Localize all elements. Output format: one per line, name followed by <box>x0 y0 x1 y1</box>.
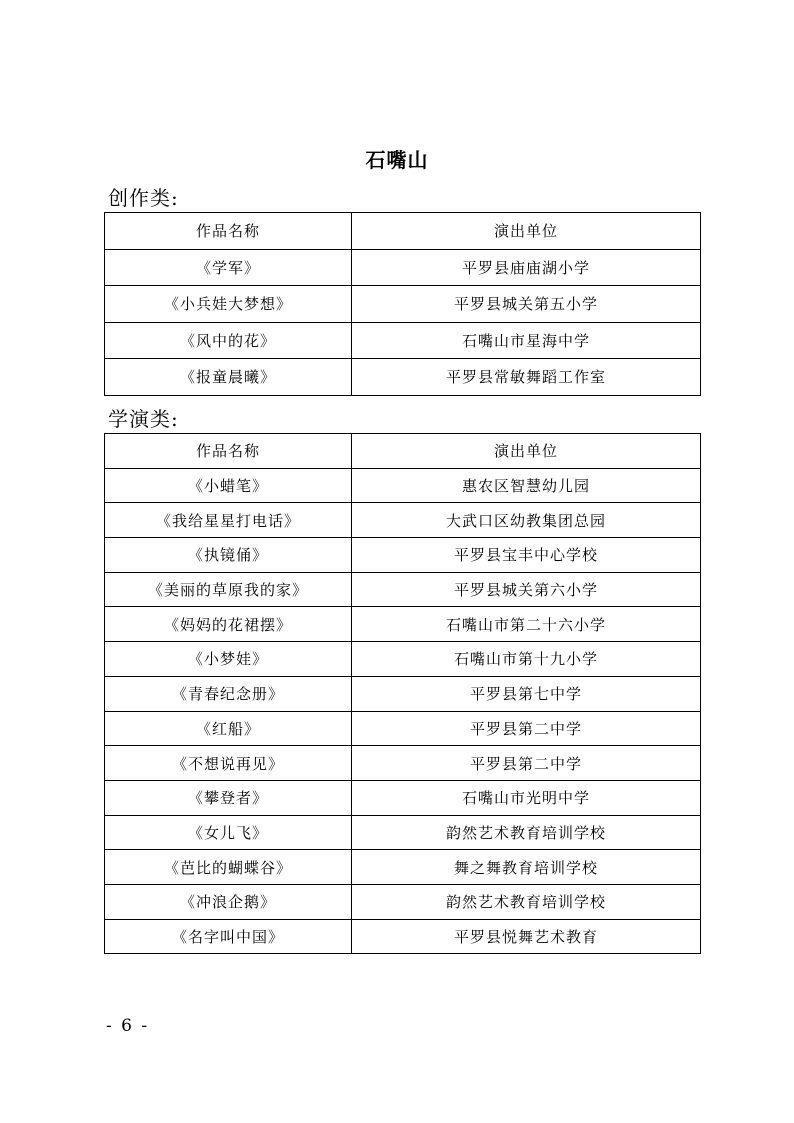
work-name-cell: 《美丽的草原我的家》 <box>105 572 352 607</box>
column-header-performer: 演出单位 <box>352 434 701 469</box>
work-name-cell: 《报童晨曦》 <box>105 359 352 396</box>
work-name-cell: 《小蜡笔》 <box>105 468 352 503</box>
column-header-work-name: 作品名称 <box>105 213 352 250</box>
performer-cell: 惠农区智慧幼儿园 <box>352 468 701 503</box>
performer-cell: 韵然艺术教育培训学校 <box>352 884 701 919</box>
performer-cell: 大武口区幼教集团总园 <box>352 503 701 538</box>
work-name-cell: 《红船》 <box>105 711 352 746</box>
performer-cell: 舞之舞教育培训学校 <box>352 850 701 885</box>
work-name-cell: 《不想说再见》 <box>105 746 352 781</box>
performer-cell: 平罗县第七中学 <box>352 676 701 711</box>
performer-cell: 石嘴山市光明中学 <box>352 780 701 815</box>
work-name-cell: 《学军》 <box>105 249 352 286</box>
table-row <box>105 746 701 781</box>
work-name-cell: 《执镜俑》 <box>105 538 352 573</box>
table-row <box>105 815 701 850</box>
performer-cell: 石嘴山市第十九小学 <box>352 642 701 677</box>
table-row <box>105 676 701 711</box>
performer-cell: 平罗县悦舞艺术教育 <box>352 919 701 954</box>
table-row <box>105 711 701 746</box>
column-header-work-name: 作品名称 <box>105 434 352 469</box>
performer-cell: 韵然艺术教育培训学校 <box>352 815 701 850</box>
table-header-row <box>105 213 701 250</box>
table-row <box>105 468 701 503</box>
performer-cell: 平罗县常敏舞蹈工作室 <box>352 359 701 396</box>
section-label-performance: 学演类: <box>108 407 179 431</box>
performance-works-table <box>104 433 701 954</box>
table-row <box>105 642 701 677</box>
column-header-performer: 演出单位 <box>352 213 701 250</box>
work-name-cell: 《青春纪念册》 <box>105 676 352 711</box>
work-name-cell: 《芭比的蝴蝶谷》 <box>105 850 352 885</box>
creation-works-table <box>104 212 701 396</box>
work-name-cell: 《攀登者》 <box>105 780 352 815</box>
performer-cell: 平罗县第二中学 <box>352 746 701 781</box>
performer-cell: 平罗县庙庙湖小学 <box>352 249 701 286</box>
table-row <box>105 359 701 396</box>
work-name-cell: 《我给星星打电话》 <box>105 503 352 538</box>
work-name-cell: 《女儿飞》 <box>105 815 352 850</box>
work-name-cell: 《名字叫中国》 <box>105 919 352 954</box>
table-row <box>105 919 701 954</box>
work-name-cell: 《小兵娃大梦想》 <box>105 286 352 323</box>
work-name-cell: 《妈妈的花裙摆》 <box>105 607 352 642</box>
table-row <box>105 572 701 607</box>
table-row <box>105 850 701 885</box>
page-number: - 6 - <box>106 1016 150 1036</box>
section-label-creation: 创作类: <box>108 186 179 210</box>
table-row <box>105 322 701 359</box>
table-row <box>105 286 701 323</box>
table-row <box>105 780 701 815</box>
performer-cell: 平罗县城关第六小学 <box>352 572 701 607</box>
table-row <box>105 884 701 919</box>
page-title: 石嘴山 <box>365 148 429 172</box>
performer-cell: 石嘴山市第二十六小学 <box>352 607 701 642</box>
performer-cell: 平罗县第二中学 <box>352 711 701 746</box>
work-name-cell: 《风中的花》 <box>105 322 352 359</box>
table-row <box>105 607 701 642</box>
work-name-cell: 《小梦娃》 <box>105 642 352 677</box>
table-row <box>105 249 701 286</box>
work-name-cell: 《冲浪企鹅》 <box>105 884 352 919</box>
performer-cell: 平罗县宝丰中心学校 <box>352 538 701 573</box>
table-row <box>105 538 701 573</box>
table-header-row <box>105 434 701 469</box>
table-row <box>105 503 701 538</box>
performer-cell: 石嘴山市星海中学 <box>352 322 701 359</box>
performer-cell: 平罗县城关第五小学 <box>352 286 701 323</box>
